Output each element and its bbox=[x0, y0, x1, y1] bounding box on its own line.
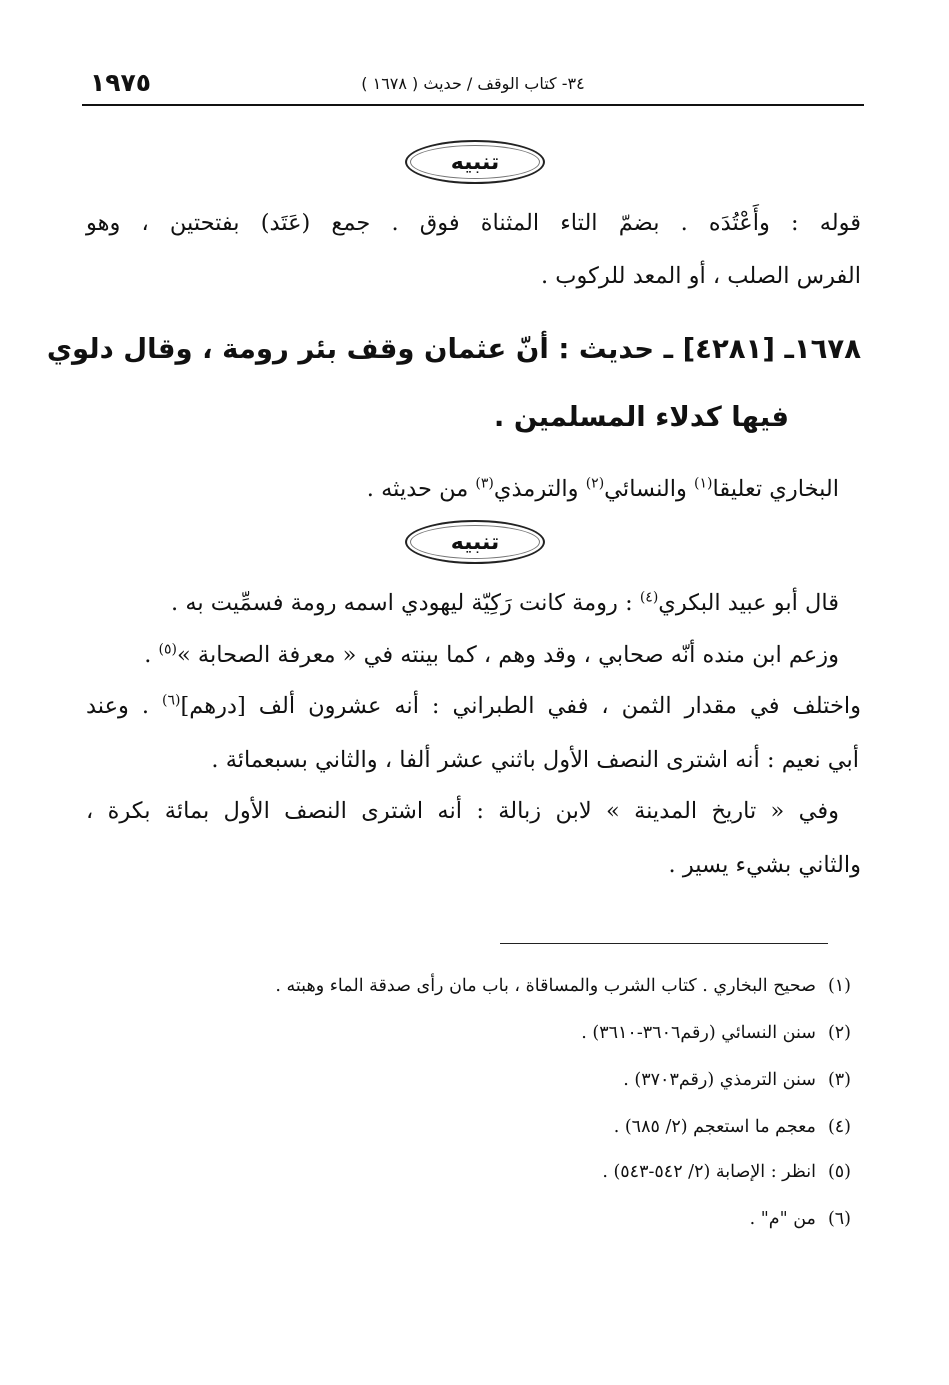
footnote-text: صحيح البخاري . كتاب الشرب والمساقاة ، باب مان رأى صدقة الماء وهبته . bbox=[275, 976, 816, 996]
footnote-5 bbox=[602, 1164, 851, 1182]
footnote-text: انظر : الإصابة (٢/ ٥٤٢-٥٤٣) . bbox=[602, 1162, 816, 1182]
footnote-ref-5[interactable]: (٥) bbox=[158, 641, 177, 658]
hadith-line1: ١٦٧٨ـ [٤٢٨١] ـ حديث : أنّ عثمان وقف بئر رومة ، وقال دلوي bbox=[46, 333, 861, 365]
footnote-6 bbox=[750, 1211, 851, 1229]
para2-line3 bbox=[86, 692, 861, 719]
footnote-text: سنن النسائي (رقم٣٦٠٦-٣٦١٠) . bbox=[581, 1023, 816, 1043]
text-span: . bbox=[144, 642, 159, 668]
text-span: : رومة كانت رَكِيّة ليهودي اسمه رومة فسمِّيت به . bbox=[171, 590, 640, 616]
footnote-4 bbox=[614, 1119, 851, 1137]
footnote-number: (٤) bbox=[827, 1117, 851, 1137]
text-span: قال أبو عبيد البكري bbox=[658, 590, 839, 616]
tanbih-heading-2 bbox=[405, 520, 545, 564]
footnote-ref-4[interactable]: (٤) bbox=[639, 589, 659, 606]
footnote-text: من "م" . bbox=[749, 1209, 816, 1229]
footnote-ref-2[interactable]: (٢) bbox=[585, 475, 605, 492]
para2-line1 bbox=[171, 589, 839, 616]
text-span: وزعم ابن منده أنّه صحابي ، وقد وهم ، كما بينته في « معرفة الصحابة » bbox=[176, 642, 839, 668]
takhrij-tirmidhi: والترمذي bbox=[493, 476, 586, 502]
takhrij-end: من حديثه . bbox=[366, 476, 476, 502]
footnote-number: (٥) bbox=[827, 1162, 851, 1182]
footnote-number: (١) bbox=[827, 976, 851, 996]
para1-line1: قوله : وأَعْتُدَه . بضمّ التاء المثناة فوق . جمع (عَتَد) بفتحتين ، وهو bbox=[86, 210, 861, 236]
footnote-number: (٦) bbox=[827, 1209, 851, 1229]
para2-line4: أبي نعيم : أنه اشترى النصف الأول باثني عشر ألفا ، والثاني بسبعمائة . bbox=[211, 747, 859, 773]
footnote-separator bbox=[500, 943, 828, 944]
footnote-text: معجم ما استعجم (٢/ ٦٨٥) . bbox=[613, 1117, 816, 1137]
page-number: ١٩٧٥ bbox=[90, 68, 152, 97]
tanbih-label: تنبيه bbox=[450, 529, 500, 555]
text-span: واختلف في مقدار الثمن ، ففي الطبراني : أنه عشرون ألف [درهم] bbox=[180, 693, 861, 719]
para2-line5: وفي « تاريخ المدينة » لابن زبالة : أنه اشترى النصف الأول بمائة بكرة ، bbox=[86, 798, 839, 824]
para1-line2: الفرس الصلب ، أو المعد للركوب . bbox=[541, 263, 861, 289]
takhrij-bukhari: البخاري تعليقا bbox=[712, 476, 839, 502]
text-span: . وعند bbox=[86, 693, 162, 719]
takhrij-line bbox=[366, 475, 839, 502]
takhrij-nasai: والنسائي bbox=[604, 476, 695, 502]
footnote-text: سنن الترمذي (رقم٣٧٠٣) . bbox=[623, 1070, 816, 1090]
footnote-3 bbox=[623, 1072, 851, 1090]
para2-line2 bbox=[144, 641, 839, 668]
chapter-title: ٣٤- كتاب الوقف / حديث ( ١٦٧٨ ) bbox=[361, 74, 585, 93]
running-header bbox=[82, 66, 864, 106]
footnote-number: (٢) bbox=[827, 1023, 851, 1043]
para2-line6: والثاني بشيء يسير . bbox=[668, 852, 861, 878]
footnote-ref-1[interactable]: (١) bbox=[694, 475, 713, 492]
footnote-number: (٣) bbox=[827, 1070, 851, 1090]
tanbih-heading-1 bbox=[405, 140, 545, 184]
footnote-ref-3[interactable]: (٣) bbox=[475, 475, 494, 492]
footnote-1 bbox=[275, 978, 851, 996]
hadith-line2: فيها كدلاء المسلمين . bbox=[493, 401, 789, 433]
footnote-2 bbox=[581, 1025, 851, 1043]
footnote-ref-6[interactable]: (٦) bbox=[162, 692, 181, 709]
tanbih-label: تنبيه bbox=[450, 149, 500, 175]
